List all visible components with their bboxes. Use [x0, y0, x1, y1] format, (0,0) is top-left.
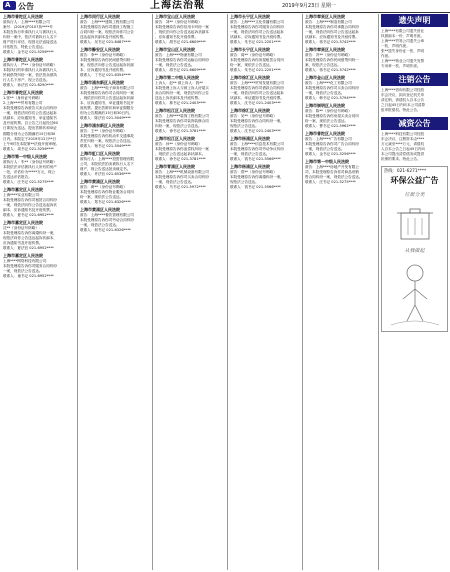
notice-court-name: 上海市嘉定区人民法院	[3, 253, 43, 259]
rail-text-line: 担保的要求。特此公告。	[381, 157, 421, 161]
notice-text-line: 行人名下房产，现公告送达。	[3, 78, 50, 83]
notice-text-line: 联系人：曹书记 021-5962****	[305, 123, 356, 128]
rail-text-line: 本公司提出清偿债务或提供	[381, 152, 425, 156]
court-notice	[155, 75, 225, 106]
notice-text-line: 应诉通知书及开庭传票。	[3, 240, 43, 245]
rail-text-line: 执照副本一份，声明作废。	[381, 34, 425, 38]
notice-court-name: 上海市虹口区人民法院	[80, 151, 120, 157]
notice-text-line: 联系人：周书记 021-5256****	[3, 146, 54, 151]
ad-hotline: 热线：021-6271****	[384, 169, 427, 174]
notice-text-line: 别为公告期满后15日和30日内。	[80, 111, 133, 116]
notice-text-line: 一案，现依法公告送达。	[305, 90, 345, 95]
notice-court-name: 上海市杨浦区人民法院	[230, 164, 270, 170]
notice-text-line: 被告：周**（身份证号码略）	[230, 52, 277, 57]
notice-text-line: 本院受理原告诉你司服务合同纠纷	[3, 263, 57, 268]
notice-text-line: 公司，本院依法拍卖被执行人名下	[80, 162, 134, 167]
notice-text-line: 本院受理原告诉你机动车交通事故	[80, 134, 134, 139]
notice-text-line: 一案，现依法公告送达。	[155, 62, 195, 67]
notice-text-line: 期限分别为公告期满后15日和30	[3, 131, 56, 136]
section-badge	[3, 1, 16, 10]
notice-court-name: 上海市崇明区人民法院	[305, 103, 345, 108]
notice-text-line: 一案，现依法向你司公告送达起诉	[230, 29, 284, 34]
notice-text-line: 司，本院受理原告诉你司商品房销	[305, 169, 359, 174]
lost-notice-body	[381, 29, 448, 69]
notice-text-line: 财产进行评估，现因无法直接送达	[3, 39, 57, 44]
notice-text-line: ，现依法公告送达起诉状副本。	[155, 151, 206, 156]
court-notice	[155, 108, 225, 134]
notice-text-line: ，现依法向你公告送达起诉状副本	[155, 29, 209, 34]
notice-text-line: 联系人：丁书记 021-6354****	[80, 73, 131, 78]
section-badge-letter: A	[5, 1, 11, 9]
court-notice	[3, 253, 75, 279]
notice-text-line: 本院受理原告诉你房屋买卖合同纠	[305, 113, 359, 118]
notice-text-line: 评估报告，特此公告送达。	[3, 45, 47, 50]
court-notice	[80, 80, 150, 121]
notice-text-line: 案号：(2019)沪0107执****号	[3, 24, 53, 29]
notice-text-line: 本院受理原告诉你司买卖合同纠纷	[155, 174, 209, 179]
notice-text-line: 一案，现依法公告送达。	[80, 223, 120, 228]
notice-text-line: 沈**（身份证号码略）：	[3, 225, 43, 230]
notice-text-line: 一案，现依法向你公告送达起诉状	[3, 202, 57, 207]
notice-text-line: 本院受理原告诉你司借款合同纠纷	[230, 85, 284, 90]
notice-text-line: 本院受理原告诉被告买卖合同纠纷	[3, 106, 57, 111]
notice-text-line: 联系人：胡书记 021-6609****	[155, 39, 206, 44]
notice-text-line: 被告：孙**（身份证号码略）	[155, 141, 202, 146]
notice-text-line: 送达上诉状副本及开庭传票。	[155, 95, 202, 100]
notice-court-name: 上海市浦东新区人民法院	[80, 123, 124, 129]
notice-text-line: 被告：李**（身份证号码略）	[80, 52, 127, 57]
notice-text-line: 案，现依法公告送达。	[305, 62, 341, 67]
rail-text-line: 上海****物业公司遗失发票	[381, 59, 425, 63]
notice-text-line: 被告：上海****制造有限公司	[305, 19, 352, 24]
notice-court-name: 上海市松江区人民法院	[155, 108, 195, 114]
court-notice	[3, 14, 75, 55]
court-notice	[80, 14, 150, 45]
notice-court-name: 上海市普陀区人民法院	[3, 90, 43, 96]
notice-text-line: 联系人：徐书记 021-3781****	[155, 128, 206, 133]
rail-text-line: 人自本公告之日起45日内向	[381, 147, 426, 151]
notice-court-name: 上海市奉贤区人民法院	[305, 47, 345, 53]
rail-text-line: 上海****有限公司遗失营业	[381, 29, 425, 33]
notice-text-line: 本、应诉通知书、举证通知书及开	[80, 101, 134, 105]
notice-text-line: 联系人：杨书记 021-5049****	[80, 144, 131, 149]
rail-text-line: 东会决议，拟向登记机关申	[381, 93, 425, 97]
notice-text-line: 联系人：汪书记 021-5275****	[305, 179, 356, 184]
notice-text-line: 被告：上海****电子商务有限公司	[80, 85, 134, 90]
court-notice	[230, 108, 300, 134]
notice-court-name: 上海市长宁区人民法院	[230, 14, 270, 19]
notice-text-line: 民间借贷纠纷一案，依法拍卖被执	[3, 73, 57, 78]
notice-text-line: 被告：上海****信息技术有限公司	[230, 141, 284, 146]
notice-court-name: 上海市杨浦区人民法院	[230, 136, 270, 142]
court-notice	[80, 207, 150, 233]
notice-text-line: 本院受理原告诉你信用卡纠纷一案	[155, 24, 209, 29]
notice-text-line: 联系人：吴书记 021-6487****	[80, 39, 131, 44]
notice-court-name: 上海市嘉定区人民法院	[3, 220, 43, 226]
court-notice	[230, 14, 300, 45]
notice-court-name: 上海市浦东新区人民法院	[80, 80, 124, 86]
notice-court-name: 上海市闵行区人民法院	[80, 14, 120, 19]
notice-column-5	[305, 14, 375, 570]
notice-court-name: 上海市普陀区人民法院	[3, 57, 43, 63]
lost-notice-heading: 遗失声明	[381, 14, 448, 27]
notice-text-line: 告送达评估报告。	[3, 174, 32, 179]
notice-text-line: 联系人：夏法官 021-6952****	[3, 246, 54, 251]
notice-text-line: 联系人：何书记 021-6326****	[80, 228, 131, 233]
notice-court-name: 上海市松江区人民法院	[155, 136, 195, 142]
notice-court-name: 上海市奉贤区人民法院	[305, 14, 345, 19]
notice-text-line: 联系人：许法官 021-6536****	[80, 172, 131, 177]
notice-text-line: 本院受理原告诉你离婚纠纷一案，	[230, 174, 284, 179]
notice-column-3	[155, 14, 225, 570]
rail-text-line: 万元减至****万元，请债权	[381, 142, 425, 146]
public-service-ad	[381, 166, 448, 332]
notice-text-line: 一案，现依法公告送达。	[3, 268, 43, 273]
notice-text-line: 本院受理原告诉你司租赁合同纠纷	[3, 197, 57, 202]
notice-text-line: 卖合同纠纷一案，现依法向你公告	[155, 90, 209, 95]
capital-reduction-heading: 减资公告	[381, 117, 448, 130]
column-divider	[378, 14, 379, 570]
rail-text-line: 之日起45日内向本公司清算	[381, 103, 426, 107]
notice-text-line: 日内。本院定于2019年12月**日	[3, 136, 57, 141]
court-notice	[155, 47, 225, 73]
notice-text-line: 本院受理原告诉你司服务合同纠纷	[230, 24, 284, 29]
notice-text-line: 纠纷一案，现依法公告送达。	[155, 123, 202, 128]
notice-text-line: 2.上海****贸易有限公司	[3, 101, 43, 105]
ad-slogan-2: 从我做起	[404, 248, 425, 254]
notice-text-line: 被执行人：上海****投资管理有限	[80, 156, 134, 161]
notice-text-line: 本院受理原告诉你司装饰装修合同	[155, 118, 209, 123]
notice-text-line: ，现依法向你司公告送达起诉状副	[80, 95, 134, 100]
notice-text-line: 联系人：孙法官 021-6290****	[3, 83, 54, 88]
recycle-bin-illustration-icon	[387, 203, 443, 243]
issue-date: 2019年9月23日 星期一	[282, 3, 336, 9]
notice-text-line: 一案，现依法向你司公告送达起诉	[230, 90, 284, 95]
notice-text-line: 纷一案，现依法公告送达。	[305, 118, 349, 123]
notice-text-line: 责任纠纷一案，现依法公告送达。	[80, 139, 134, 144]
notice-text-line: 本院执行的申请执行人诉被执行人	[3, 67, 57, 72]
court-notice	[305, 131, 375, 157]
notice-text-line: 一案，现依法向你们公告送达起诉	[3, 111, 57, 116]
notice-text-line: 联系人：朱书记 021-2201****	[230, 67, 281, 72]
court-notice	[305, 47, 375, 73]
notice-text-line: 本院受理原告诉你司建设工程施工	[80, 24, 134, 29]
court-notice	[230, 136, 300, 162]
notice-text-line: 被告：上海****建筑工程有限公司	[80, 19, 134, 24]
notice-court-name: 上海市第二中级人民法院	[155, 75, 199, 81]
court-notice	[80, 179, 150, 205]
court-notice	[3, 90, 75, 152]
notice-text-line: 被执行人：严**（身份证号码略）	[3, 62, 57, 67]
notice-text-line: 及开庭传票。自公告之日起经过60	[3, 121, 58, 126]
court-notice	[230, 75, 300, 106]
court-notice	[3, 187, 75, 218]
notice-text-line: 上海****实业有限公司：	[3, 192, 43, 197]
notice-text-line: 本院受理原告诉你司劳动争议纠纷	[230, 146, 284, 151]
notice-text-line: 被告：上海****餐饮管理有限公司	[80, 212, 134, 217]
notice-text-line: 本院受理原告诉你司广告合同纠纷	[305, 141, 359, 146]
notice-text-line: 被告：冯**（身份证号码略）	[305, 52, 352, 57]
notice-text-line: 被告：吴**（身份证号码略）	[230, 113, 277, 118]
notice-text-line: 一案，现依法公告送达。	[230, 151, 270, 156]
notice-text-line: 现依法向你公告送达起诉状副本、	[3, 235, 57, 240]
notice-text-line: 本院受理原告诉你房屋租赁合同纠	[230, 57, 284, 62]
notice-text-line: 上午9时在本院第**法庭开庭审理。	[3, 141, 60, 146]
notice-text-line: 联系人：钱书记 021-5566****	[230, 184, 281, 189]
notice-column-2	[80, 14, 150, 570]
notice-text-line: 联系人：沈书记 021-2403****	[230, 128, 281, 133]
notice-text-line: 现依法公告送达。	[230, 179, 259, 184]
rail-text-line: 张**遗失身份证一张，声明	[381, 49, 425, 53]
notice-column-1	[3, 14, 75, 570]
notice-text-line: 联系人：童书记 021-6952****	[3, 274, 54, 278]
notice-text-line: 本院受理原告诉你追偿权纠纷一案	[155, 146, 209, 151]
court-notice	[155, 136, 225, 162]
notice-text-line: 联系人：夏书记 021-6952****	[3, 212, 54, 217]
court-notice	[80, 47, 150, 78]
notice-text-line: 本院受理原告诉你合同纠纷一案，	[230, 118, 284, 123]
notice-text-line: 本院受理原告诉你物业服务合同纠	[80, 190, 134, 194]
notice-text-line: 送达起诉状副本及开庭传票。	[80, 34, 127, 39]
notice-text-line: 联系人：徐书记 021-3781****	[155, 156, 206, 161]
court-notice	[305, 75, 375, 101]
notice-court-name: 上海市黄浦区人民法院	[80, 207, 120, 213]
notice-text-line: 联系人：金书记 021-5256****	[3, 50, 54, 55]
column-divider	[227, 14, 228, 570]
hand-drawn-figure-illustration-icon	[385, 259, 445, 329]
notice-text-line: 纷一案，现依法公告送达。	[230, 62, 274, 67]
notice-text-line: 纷一案，现依法公告送达。	[80, 195, 124, 200]
notice-text-line: 1.张**（身份证号码略）	[3, 95, 43, 100]
notice-text-line: 上诉人：赵** 被上诉人：钱**	[155, 80, 203, 85]
notice-text-line: 本、应诉通知书及开庭传票。	[80, 67, 127, 72]
capital-reduction-body	[381, 132, 448, 162]
notice-text-line: 被告：上海****广告有限公司	[305, 136, 352, 141]
notice-text-line: 被执行人：上海****有限公司	[3, 19, 50, 24]
notice-text-line: 本院受理原告诉你民间借贷纠纷一	[80, 57, 134, 62]
notice-court-name: 上海市静安区人民法院	[80, 47, 120, 53]
court-notice	[80, 123, 150, 149]
notice-court-name: 上海市普陀区人民法院	[305, 130, 345, 136]
ad-slogan-1: 垃圾分类	[404, 192, 425, 198]
notice-text-line: 案，现依法向你公告送达起诉状副	[80, 62, 134, 67]
rail-text-line: 作废。	[381, 54, 392, 58]
notice-text-line: 联系人：蒋书记 021-5742****	[305, 39, 356, 44]
notice-text-line: 庭传票。提出答辩状和举证期限分	[80, 106, 134, 111]
notice-court-name: 上海市徐汇区人民法院	[230, 75, 270, 81]
notice-text-line: 本院受理原告诉你司合同纠纷一案	[80, 90, 134, 95]
rail-text-line: 上海****科技有限公司经股	[381, 132, 425, 136]
notice-text-line: 联系人：金书记 021-5256****	[305, 151, 356, 156]
notice-text-line: 上海****网络科技有限公司：	[3, 258, 50, 263]
notice-text-line: 本院受理原告诉你司运输合同纠纷	[155, 57, 209, 62]
notice-text-line: 被告：上海****房地产开发有限公	[305, 164, 359, 169]
notice-text-line: 被告：郑**（身份证号码略）	[230, 169, 277, 174]
ad-title: 环保公益广告	[390, 176, 439, 185]
notice-text-line: 本院在执行申请执行人与被执行人	[3, 29, 57, 34]
notice-text-line: 状副本、应诉通知书及开庭传票。	[305, 34, 359, 39]
notice-text-line: 联系人：沈书记 021-2403****	[230, 101, 281, 105]
notice-court-name: 上海市徐汇区人民法院	[230, 108, 270, 114]
notice-court-name: 上海市金山区人民法院	[305, 75, 345, 81]
notice-text-line: 联系人：马书记 021-5972****	[155, 184, 206, 189]
masthead: 上海法治報	[150, 0, 205, 11]
section-name: 公告	[18, 1, 34, 11]
rail-text-line: 组申报债权。特此公告。	[381, 108, 421, 112]
notice-text-line: 被告：王**（身份证号码略）	[80, 128, 127, 133]
notice-text-line: 状副本、应诉通知书及开庭传票。	[230, 34, 284, 39]
notice-text-line: 联系人：林书记 021-2403****	[155, 101, 206, 105]
notice-text-line: 被告：陈**（身份证号码略）	[305, 108, 352, 113]
notice-text-line: 一案，现依法公告送达。	[305, 146, 345, 151]
column-divider	[152, 14, 153, 570]
rail-text-line: 上海****咨询有限公司经股	[381, 88, 425, 92]
notice-text-line: 被告：刘**（身份证号码略）	[155, 19, 202, 24]
court-notice	[230, 164, 300, 190]
notice-text-line: 纠纷一案中，依法对被执行人名下	[3, 34, 57, 39]
notice-court-name: 上海市黄浦区人民法院	[80, 179, 120, 185]
notice-text-line: 联系人：陈法官 021-5049****	[80, 116, 131, 121]
court-notice	[305, 103, 375, 129]
notice-court-name: 上海市普陀区人民法院	[3, 14, 43, 19]
notice-text-line: 被告：上海****装饰工程有限公司	[155, 113, 209, 118]
notice-text-line: 本院依法评估被执行人所有的房产	[3, 164, 57, 169]
notice-text-line: 、应诉通知书及开庭传票。	[155, 34, 199, 39]
court-notice	[305, 14, 375, 45]
notice-text-line: 联系人：韩书记 021-5794****	[305, 95, 356, 100]
page-header	[0, 0, 450, 13]
notice-text-line: 现依法公告送达。	[230, 123, 259, 128]
column-divider	[302, 14, 303, 570]
court-notice	[3, 154, 75, 185]
notice-text-line: 被告：上海****物流有限公司	[155, 52, 202, 57]
court-notice	[3, 57, 75, 88]
notice-text-line: 联系人：汪书记 021-5275****	[3, 179, 54, 184]
court-notice	[230, 47, 300, 73]
court-notice	[80, 151, 150, 177]
notice-court-name: 上海市宝山区人民法院	[155, 47, 195, 53]
notice-text-line: 状副本、应诉通知书、举证通知书	[3, 116, 57, 121]
notice-text-line: 联系人：郑书记 021-6326****	[80, 200, 131, 205]
notice-text-line: 联系人：蒋书记 021-5742****	[305, 67, 356, 72]
cancel-notice-body	[381, 88, 448, 113]
notice-text-line: 合同纠纷一案，现依法向你司公告	[80, 29, 134, 34]
notice-text-line: 被告：上海****文化传播有限公司	[230, 19, 284, 24]
column-divider	[77, 14, 78, 570]
notice-text-line: 本院受理原告诉你离婚纠纷一案，	[3, 230, 57, 235]
notice-text-line: 被告：上海****化工有限公司	[305, 80, 352, 85]
notice-court-name: 上海市宝山区人民法院	[155, 14, 195, 19]
notice-text-line: 本院受理原告诉你民间借贷纠纷一	[305, 57, 359, 62]
notice-text-line: 一处，评估价为*****万元，现公	[3, 169, 56, 174]
notice-text-line: 一案，现依法向你司公告送达起诉	[305, 29, 359, 34]
court-notice	[155, 164, 225, 190]
notice-text-line: 联系人：朱书记 021-2201****	[230, 39, 281, 44]
rail-text-line: 一枚，声明作废。	[381, 44, 410, 48]
notice-text-line: 被告：上海****贸易发展有限公司	[230, 80, 284, 85]
notice-text-line: 售合同纠纷一案，现依法公告送达。	[305, 174, 363, 179]
notice-text-line: 被告：黄**（身份证号码略）	[80, 184, 127, 189]
notice-text-line: 本院受理原告诉你司承揽合同纠纷	[305, 24, 359, 29]
notice-text-line: 被执行人：朱**（身份证号码略）	[3, 159, 57, 164]
notice-text-line: 财产，现公告送达拍卖裁定书。	[80, 167, 131, 172]
notice-court-name: 上海市嘉定区人民法院	[3, 187, 43, 192]
rail-text-line: 上海****贸易公司遗失公章	[381, 39, 425, 43]
right-rail	[381, 14, 448, 570]
notice-court-name: 上海市青浦区人民法院	[155, 164, 195, 170]
notice-text-line: 本院受理原告诉你司劳动合同纠纷	[80, 217, 134, 222]
notice-court-name: 上海市第一中级人民法院	[3, 153, 47, 159]
court-notice	[155, 14, 225, 45]
rail-text-line: 东会决议，注册资本由****	[381, 137, 425, 141]
rail-text-line: 请注销，请债权人自本公告	[381, 98, 425, 102]
notice-text-line: 本院受理原告诉你司买卖合同纠纷	[305, 85, 359, 90]
rail-text-line: 专用章一枚，声明作废。	[381, 64, 421, 68]
notice-text-line: 被告：上海****机械设备有限公司	[155, 169, 209, 174]
notice-text-line: 日即视为送达。提出答辩状和举证	[3, 126, 57, 131]
court-notice	[3, 220, 75, 251]
notice-text-line: 副本、应诉通知书及开庭传票。	[3, 207, 54, 212]
notice-text-line: 状副本、举证通知书及开庭传票。	[230, 95, 284, 100]
notice-court-name: 上海市长宁区人民法院	[230, 47, 270, 53]
notice-text-line: 一案，现依法公告送达。	[155, 179, 195, 184]
notice-text-line: 联系人：胡书记 021-6609****	[155, 67, 206, 72]
notice-text-line: 本院受理上诉人与被上诉人房屋买	[155, 85, 209, 90]
notice-court-name: 上海市第一中级人民法院	[305, 158, 349, 164]
notice-text-line: 联系人：钱书记 021-5566****	[230, 156, 281, 161]
cancel-notice-heading: 注销公告	[381, 73, 448, 86]
notice-column-4	[230, 14, 300, 570]
court-notice	[305, 159, 375, 185]
